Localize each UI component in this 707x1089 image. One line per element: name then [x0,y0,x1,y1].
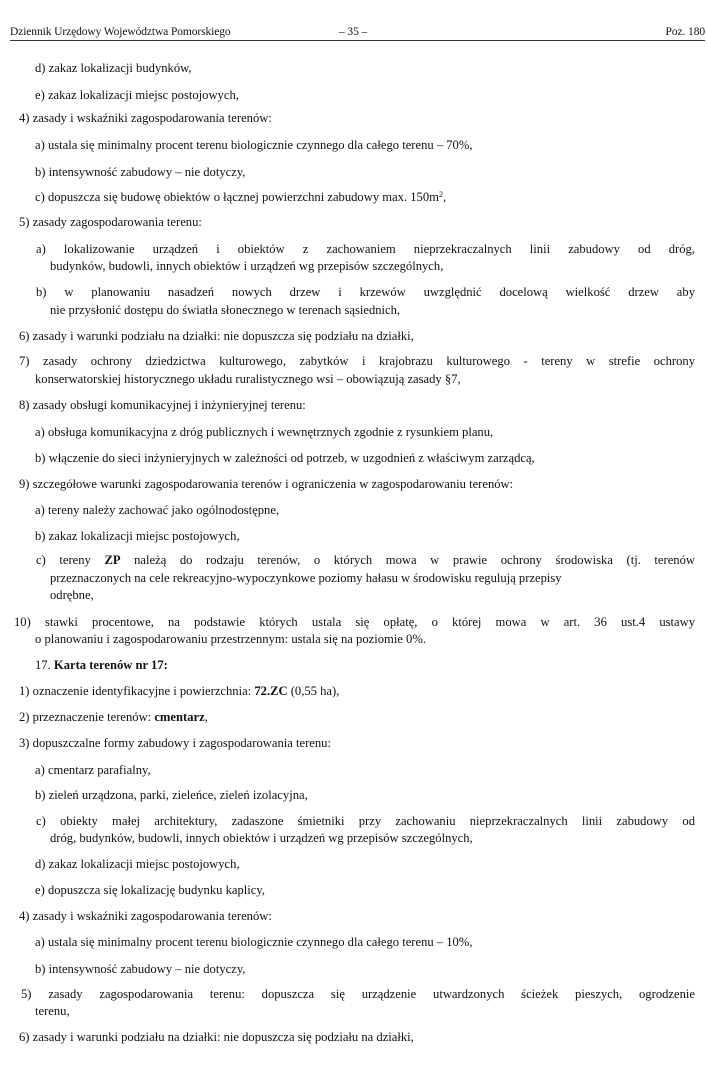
list-item: a) tereny należy zachować jako ogólnodostępne, [35,503,280,517]
list-item-continuation: terenu, [35,1004,70,1018]
list-item-continuation: konserwatorskiej historycznego układu ruralistycznego wsi – obowiązują zasady §7, [35,372,461,386]
list-item: a) cmentarz parafialny, [35,763,151,777]
list-item: c) obiekty małej architektury, zadaszone śmietniki przy zachowaniu nieprzekraczalnych linii zabudowy od [36,814,695,828]
list-item: a) ustala się minimalny procent terenu biologicznie czynnego dla całego terenu – 10%, [35,935,473,949]
list-item: 4) zasady i wskaźniki zagospodarowania terenów: [19,111,272,125]
list-item-continuation: przeznaczonych na cele rekreacyjno-wypoczynkowe poziomy hałasu w środowisku regulują przepisy [50,571,562,585]
list-item: 8) zasady obsługi komunikacyjnej i inżynieryjnej terenu: [19,398,306,412]
list-item: b) włączenie do sieci inżynieryjnych w zależności od potrzeb, w uzgodnień z właściwym zarządcą, [35,451,535,465]
list-item-continuation: nie przysłonić dostępu do światła słonecznego w terenach sąsiednich, [50,303,401,317]
list-item: 6) zasady i warunki podziału na działki: nie dopuszcza się podziału na działki, [19,329,414,343]
list-item: 9) szczegółowe warunki zagospodarowania terenów i ograniczenia w zagospodarowaniu terenów: [19,477,514,491]
list-item: 6) zasady i warunki podziału na działki: nie dopuszcza się podziału na działki, [19,1030,414,1044]
list-item-continuation: budynków, budowli, innych obiektów i urządzeń wg przepisów szczególnych, [50,259,444,273]
page-number: – 35 – [339,26,368,38]
list-item: b) intensywność zabudowy – nie dotyczy, [35,962,246,976]
header-rule [10,40,705,41]
list-item-continuation: dróg, budynków, budowli, innych obiektów i urządzeń wg przepisów szczególnych, [50,831,473,845]
list-item: a) obsługa komunikacyjna z dróg publicznych i wewnętrznych zgodnie z rysunkiem planu, [35,425,494,439]
section-heading: 17. Karta terenów nr 17: [35,658,168,672]
list-item: c) tereny ZP należą do rodzaju terenów, o których mowa w prawie ochrony środowiska (tj. terenów [36,553,695,567]
list-item: e) dopuszcza się lokalizację budynku kaplicy, [35,883,265,897]
list-item: 3) dopuszczalne formy zabudowy i zagospodarowania terenu: [19,736,331,750]
journal-title: Dziennik Urzędowy Województwa Pomorskiego [10,26,231,38]
position-number: Poz. 180 [665,26,705,38]
list-item: a) ustala się minimalny procent terenu biologicznie czynnego dla całego terenu – 70%, [35,138,473,152]
list-item: 1) oznaczenie identyfikacyjne i powierzchnia: 72.ZC (0,55 ha), [19,684,340,698]
list-item: d) zakaz lokalizacji miejsc postojowych, [35,857,240,871]
list-item: c) dopuszcza się budowę obiektów o łącznej powierzchni zabudowy max. $150m^2$, [35,190,447,204]
list-item: 10) stawki procentowe, na podstawie których ustala się opłatę, o której mowa w art. 36 ust.4 ustawy [14,615,696,629]
list-item: 5) zasady zagospodarowania terenu: dopuszcza się urządzenie utwardzonych ścieżek pieszych, ogrodzenie [21,987,696,1001]
list-item: 5) zasady zagospodarowania terenu: [19,215,202,229]
list-item: b) zieleń urządzona, parki, zieleńce, zieleń izolacyjna, [35,788,308,802]
list-item: b) zakaz lokalizacji miejsc postojowych, [35,529,240,543]
list-item: 4) zasady i wskaźniki zagospodarowania terenów: [19,909,272,923]
list-item: b) intensywność zabudowy – nie dotyczy, [35,165,246,179]
list-item: 7) zasady ochrony dziedzictwa kulturowego, zabytków i krajobrazu kulturowego - tereny w strefie ochrony [19,354,696,368]
list-item: a) lokalizowanie urządzeń i obiektów z zachowaniem nieprzekraczalnych linii zabudowy od dróg, [36,242,695,256]
list-item: 2) przeznaczenie terenów: cmentarz, [19,710,208,724]
list-item: d) zakaz lokalizacji budynków, [35,61,192,75]
list-item-continuation: o planowaniu i zagospodarowaniu przestrzennym: ustala się na poziomie 0%. [35,632,426,646]
list-item: b) w planowaniu nasadzeń nowych drzew i krzewów uwzględnić docelową wielkość drzew aby [36,285,695,299]
list-item: e) zakaz lokalizacji miejsc postojowych, [35,88,239,102]
list-item-continuation: odrębne, [50,588,94,602]
